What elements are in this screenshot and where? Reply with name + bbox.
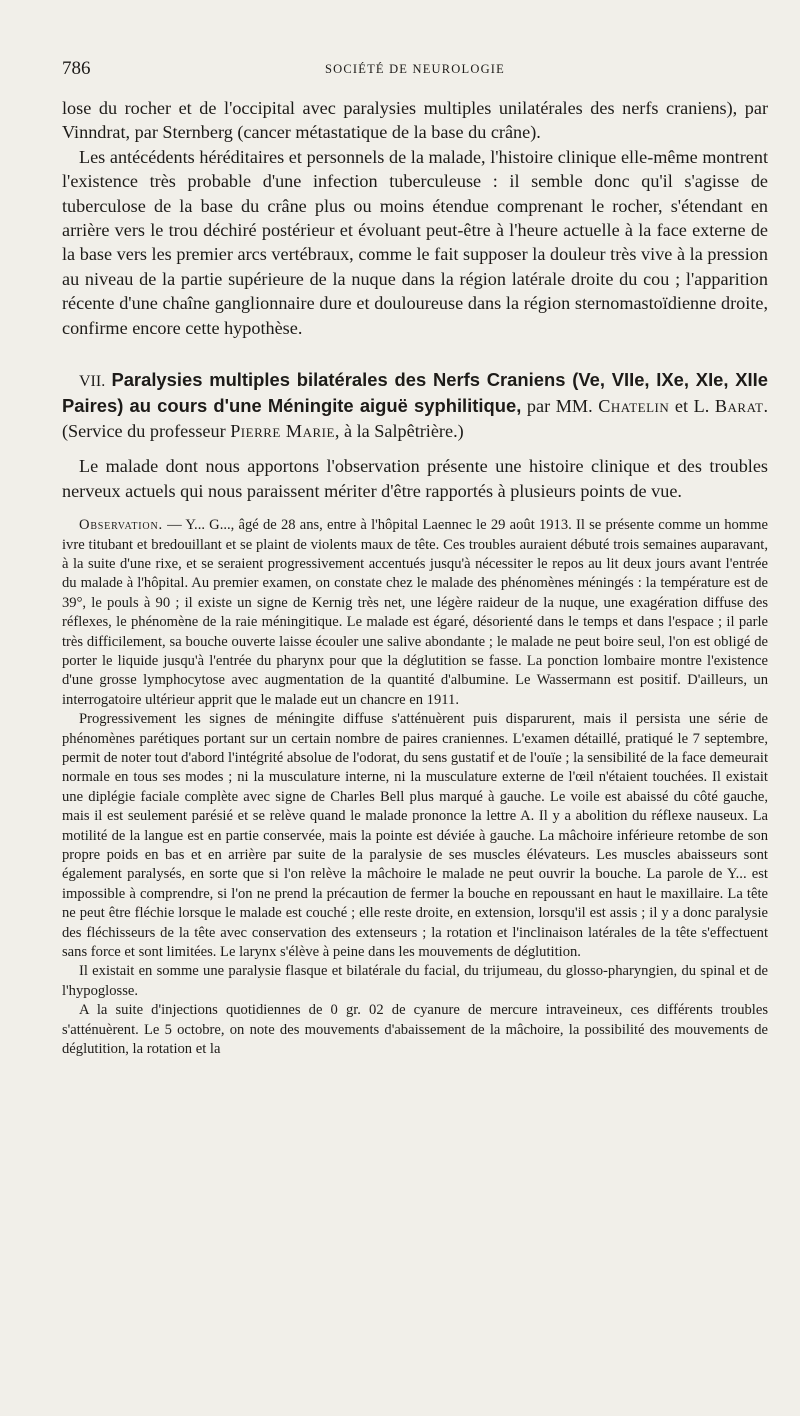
service-pre: . (Service du professeur	[62, 396, 769, 441]
section-title: Paralysies multiples bilatérales des Nerfs Craniens (Ve, VIIe, IXe, XIe, XIIe Paires) au cours d'une Méningite aiguë syphilitique,	[62, 369, 768, 417]
intro-paragraph-2: Les antécédents héréditaires et personnels de la malade, l'histoire clinique elle-même montrent l'existence très probable d'une infection tuberculeuse : il semble donc qu'il s'agisse de tuberculose de la base du crâne plus ou moins étendue comprenant le rocher, s'étendant en arrière vers le trou déchiré postérieur et évoluant peut-être à l'heure actuelle à la face externe de la base vers les premier arcs vertébraux, comme le fait supposer la douleur très vive à la pression au niveau de la partie supérieure de la nuque dans la région latérale droite du cou ; l'apparition récente d'une chaîne ganglionnaire dure et douloureuse dans la région sternomastoïdienne droite, confirme encore cette hypothèse.	[62, 146, 768, 338]
page-header	[62, 58, 768, 84]
section-number: VII.	[79, 373, 106, 391]
observation-section	[62, 516, 768, 1059]
intro-paragraph-1: lose du rocher et de l'occipital avec paralysies multiples unilatérales des nerfs craniens), par Vinndrat, par Sternberg (cancer métastatique de la base du crâne).	[62, 98, 768, 143]
page-number: 786	[62, 58, 91, 79]
section-and: et L.	[674, 396, 710, 417]
service-post: , à la Salpêtrière.)	[334, 420, 464, 441]
professor-name: Pierre Marie	[230, 420, 335, 441]
observation-label: Observation.	[79, 517, 163, 534]
section-by: par MM.	[526, 396, 593, 417]
author-barat: Barat	[714, 396, 764, 417]
observation-paragraph-2: Progressivement les signes de méningite diffuse s'atténuèrent puis disparurent, mais il persista une série de phénomènes parétiques portant sur un certain nombre de paires craniennes. L'examen détaillé, pratiqué le 7 septembre, permit de noter tout d'abord l'intégrité absolue de l'odorat, du sens gustatif et de l'ouïe ; la sensibilité de la face demeurait normale en tous ses modes ; ni la musculature interne, ni la musculature externe de l'œil n'étaient touchées. Il existait une diplégie faciale complète avec signe de Charles Bell plus marqué à gauche. Le voile est abaissé du côté gauche, mais il est seulement parésié et se relève quand le malade prononce la lettre A. Il y a abolition du réflexe nauseux. La motilité de la langue est en partie conservée, mais la pointe est déviée à gauche. La mâchoire inférieure retombe de son propre poids en bas et en arrière par suite de la paralysie de ses muscles élévateurs. Les muscles abaisseurs sont également paralysés, en sorte que si l'on relève la mâchoire le malade ne peut ouvrir la bouche. La parole de Y... est impossible à comprendre, si l'on ne prend la précaution de fermer la bouche en repoussant en haut le maxillaire. La tête ne peut être fléchie lorsque le malade est couché ; elle reste droite, en extension, lorsqu'il est assis ; il y a donc paralysie des fléchisseurs de la tête avec conservation des extenseurs ; la rotation et l'inclinaison latérales de la tête s'effectuent sans force et sont limitées. Le larynx s'élève à peine dans les mouvements de déglutition.	[62, 711, 768, 961]
observation-paragraph-3: Il existait en somme une paralysie flasque et bilatérale du facial, du trijumeau, du glosso-pharyngien, du spinal et de l'hypoglosse.	[62, 963, 768, 999]
observation-text-1: — Y... G..., âgé de 28 ans, entre à l'hôpital Laennec le 29 août 1913. Il se présente comme un homme ivre titubant et bredouillant et se plaint de violents maux de tête. Ces troubles auraient débuté trois semaines auparavant, à la suite d'une rixe, et se seraient progressivement accentués jusqu'à nécessiter le repos au lit deux jours avant l'entrée du malade à l'hôpital. Au premier examen, on constate chez le malade des phénomènes méningés : la température est de 39°, le pouls à 90 ; il existe un signe de Kernig très net, une légère raideur de la nuque, une exagération diffuse des réflexes, le phénomène de la raie méningitique. Le malade est égaré, désorienté dans le temps et dans l'espace ; il parle très difficilement, sa bouche ouverte laisse écouler une salive abondante ; le malade ne peut boire seul, l'on est obligé de porter le liquide jusqu'à l'entrée du pharynx pour que la déglutition se fasse. La ponction lombaire montre l'existence d'une grosse lymphocytose avec augmentation de la quantité d'albumine. Le Wassermann est positif. D'ailleurs, un interrogatoire ultérieur apprit que le malade eut un chancre en 1911.	[62, 517, 768, 708]
observation-paragraph-4: A la suite d'injections quotidiennes de 0 gr. 02 de cyanure de mercure intraveineux, ces différents troubles s'atténuèrent. Le 5 octobre, on note des mouvements d'abaissement de la mâchoire, la possibilité des mouvements de déglutition, la rotation et la	[62, 1002, 768, 1058]
document-page	[62, 58, 768, 1059]
author-chatelin: Chatelin	[598, 396, 670, 417]
section-heading	[62, 368, 768, 443]
intro-section	[62, 96, 768, 340]
observation-paragraph-1	[62, 516, 768, 710]
lead-paragraph: Le malade dont nous apportons l'observation présente une histoire clinique et des troubles nerveux actuels qui nous paraissent mériter d'être rapportés à plusieurs points de vue.	[62, 456, 768, 501]
running-head: SOCIÉTÉ DE NEUROLOGIE	[324, 62, 506, 76]
